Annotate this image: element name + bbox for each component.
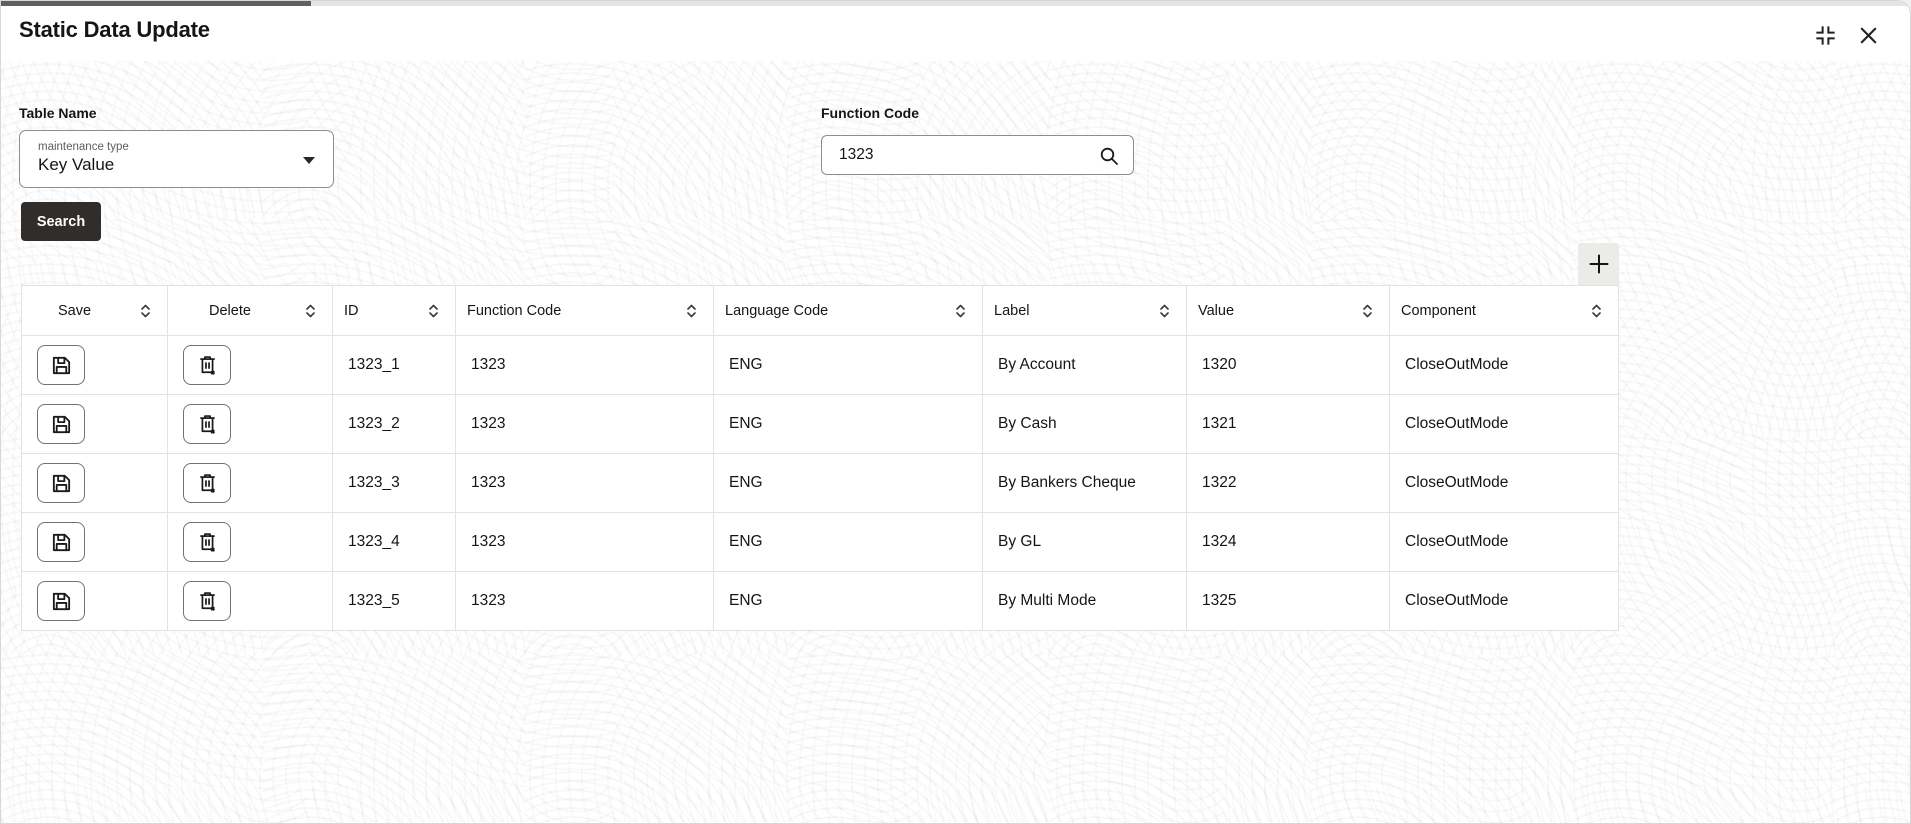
cell-id: 1323_4 [333,513,456,572]
cell-label: By Multi Mode [983,572,1187,631]
save-row-button[interactable] [37,404,85,444]
page-title: Static Data Update [19,17,210,42]
caret-down-icon [303,157,315,164]
search-button[interactable]: Search [21,202,101,241]
plus-icon [1587,252,1611,276]
add-row-button[interactable] [1578,243,1619,285]
cell-value: 1321 [1187,395,1390,454]
window-header [1,6,1910,61]
sort-arrows-icon[interactable] [140,302,151,320]
search-icon[interactable] [1097,144,1121,168]
cell-id: 1323_3 [333,454,456,513]
sort-arrows-icon[interactable] [305,302,316,320]
cell-label: By Account [983,336,1187,395]
cell-language-code: ENG [714,395,983,454]
floppy-disk-icon [50,472,73,495]
trash-x-icon [196,531,219,554]
delete-row-button[interactable] [183,522,231,562]
delete-row-button[interactable] [183,345,231,385]
cell-value: 1320 [1187,336,1390,395]
save-row-button[interactable] [37,581,85,621]
sort-arrows-icon[interactable] [686,302,697,320]
cell-value: 1325 [1187,572,1390,631]
table-name-select[interactable] [19,130,334,188]
function-code-input[interactable] [822,136,1133,174]
cell-language-code: ENG [714,454,983,513]
cell-id: 1323_5 [333,572,456,631]
column-header-label[interactable]: Label [983,286,1187,336]
cell-function-code: 1323 [456,572,714,631]
sort-arrows-icon[interactable] [1591,302,1602,320]
table-name-inner-label: maintenance type [38,141,129,153]
cell-function-code: 1323 [456,454,714,513]
column-header-value[interactable]: Value [1187,286,1390,336]
cell-language-code: ENG [714,513,983,572]
cell-label: By GL [983,513,1187,572]
delete-row-button[interactable] [183,463,231,503]
static-data-table [21,285,1619,631]
column-header-function-code[interactable]: Function Code [456,286,714,336]
cell-component: CloseOutMode [1390,395,1619,454]
cell-id: 1323_2 [333,395,456,454]
cell-component: CloseOutMode [1390,454,1619,513]
cell-language-code: ENG [714,336,983,395]
floppy-disk-icon [50,531,73,554]
sort-arrows-icon[interactable] [1362,302,1373,320]
table-row [22,336,1619,395]
sort-arrows-icon[interactable] [1159,302,1170,320]
function-code-label: Function Code [821,105,919,121]
cell-value: 1322 [1187,454,1390,513]
table-row [22,513,1619,572]
cell-label: By Cash [983,395,1187,454]
table-header-row [22,286,1619,336]
table-row [22,572,1619,631]
cell-label: By Bankers Cheque [983,454,1187,513]
collapse-icon[interactable] [1810,20,1840,50]
cell-component: CloseOutMode [1390,572,1619,631]
floppy-disk-icon [50,354,73,377]
save-row-button[interactable] [37,463,85,503]
delete-row-button[interactable] [183,581,231,621]
floppy-disk-icon [50,590,73,613]
floppy-disk-icon [50,413,73,436]
cell-function-code: 1323 [456,513,714,572]
table-name-selected-value: Key Value [38,155,115,174]
sort-arrows-icon[interactable] [955,302,966,320]
cell-id: 1323_1 [333,336,456,395]
column-header-component[interactable]: Component [1390,286,1619,336]
close-icon[interactable] [1853,20,1883,50]
trash-x-icon [196,472,219,495]
column-header-language-code[interactable]: Language Code [714,286,983,336]
save-row-button[interactable] [37,345,85,385]
column-header-delete[interactable]: Delete [168,286,333,336]
delete-row-button[interactable] [183,404,231,444]
trash-x-icon [196,590,219,613]
cell-language-code: ENG [714,572,983,631]
cell-function-code: 1323 [456,395,714,454]
trash-x-icon [196,354,219,377]
table-name-label: Table Name [19,105,97,121]
cell-value: 1324 [1187,513,1390,572]
save-row-button[interactable] [37,522,85,562]
column-header-id[interactable]: ID [333,286,456,336]
cell-component: CloseOutMode [1390,336,1619,395]
function-code-field [821,135,1134,175]
column-header-save[interactable]: Save [22,286,168,336]
table-row [22,454,1619,513]
cell-component: CloseOutMode [1390,513,1619,572]
table-row [22,395,1619,454]
trash-x-icon [196,413,219,436]
cell-function-code: 1323 [456,336,714,395]
sort-arrows-icon[interactable] [428,302,439,320]
